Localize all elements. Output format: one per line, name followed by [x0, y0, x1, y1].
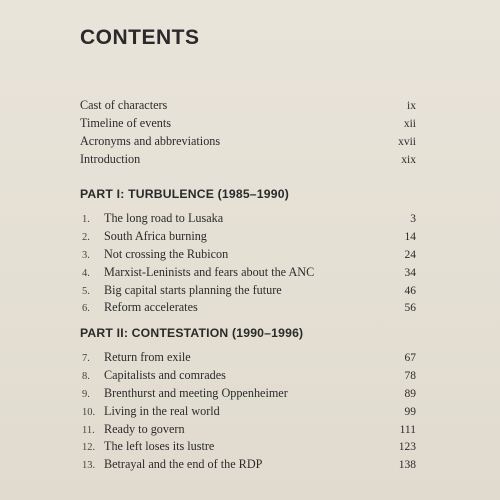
list-item — [82, 438, 416, 456]
entry-title: Cast of characters — [80, 98, 168, 112]
list-item — [80, 132, 416, 150]
chapter-number: 6. — [82, 303, 90, 315]
chapter-number: 10. — [82, 406, 96, 418]
chapter-title: The left loses its lustre — [104, 439, 215, 454]
list-item — [82, 367, 416, 385]
list-item — [82, 299, 416, 317]
entry-title: Acronyms and abbreviations — [80, 134, 221, 148]
part-heading: PART I: TURBULENCE (1985–1990) — [80, 187, 289, 201]
chapter-number: 7. — [82, 353, 90, 364]
chapter-page: 24 — [404, 248, 416, 261]
list-item — [82, 349, 416, 367]
list-item — [82, 264, 416, 282]
chapter-number: 8. — [82, 370, 90, 382]
entry-title: Timeline of events — [80, 116, 171, 130]
chapter-number: 2. — [82, 231, 90, 243]
chapter-number: 5. — [82, 285, 90, 297]
chapter-number: 4. — [82, 267, 90, 279]
chapter-title: Reform accelerates — [104, 300, 198, 315]
chapter-title: Capitalists and comrades — [104, 367, 226, 382]
part-heading: PART II: CONTESTATION (1990–1996) — [80, 326, 304, 340]
chapter-number: 1. — [82, 214, 90, 225]
chapter-page: 99 — [404, 405, 416, 418]
chapter-page: 67 — [404, 352, 416, 364]
chapter-number: 3. — [82, 249, 90, 261]
list-item — [82, 456, 416, 474]
chapter-title: Marxist-Leninists and fears about the ANC — [104, 264, 315, 279]
list-item — [82, 282, 416, 300]
chapter-page: 111 — [399, 423, 416, 436]
chapter-title: Not crossing the Rubicon — [104, 246, 229, 261]
chapter-page: 46 — [404, 284, 416, 297]
entry-page: xii — [403, 118, 416, 130]
chapter-title: Ready to govern — [104, 421, 185, 436]
chapter-title: Brenthurst and meeting Oppenheimer — [104, 385, 288, 400]
list-item — [82, 403, 416, 421]
list-item — [82, 246, 416, 264]
chapter-page: 89 — [404, 387, 416, 400]
list-item — [82, 228, 416, 246]
chapter-list — [82, 349, 416, 474]
list-item — [82, 385, 416, 403]
entry-page: xvii — [398, 136, 416, 148]
chapter-title: Betrayal and the end of the RDP — [104, 457, 263, 472]
chapter-page: 138 — [398, 459, 416, 472]
chapter-number: 13. — [82, 460, 96, 472]
list-item — [80, 150, 416, 168]
chapter-title: The long road to Lusaka — [104, 211, 224, 225]
chapter-page: 14 — [404, 230, 416, 243]
entry-page: xix — [401, 154, 416, 166]
front-matter-list — [80, 96, 416, 168]
chapter-title: Return from exile — [104, 350, 191, 364]
entry-title: Introduction — [80, 152, 141, 166]
list-item — [80, 96, 416, 114]
page-title: CONTENTS — [80, 26, 200, 49]
chapter-page: 123 — [398, 441, 416, 454]
list-item — [82, 210, 416, 228]
chapter-page: 56 — [404, 302, 416, 315]
chapter-title: South Africa burning — [104, 228, 207, 243]
chapter-page: 3 — [410, 213, 416, 225]
chapter-number: 9. — [82, 388, 90, 400]
chapter-title: Living in the real world — [104, 403, 220, 418]
chapter-page: 34 — [404, 266, 416, 279]
chapter-page: 78 — [404, 369, 416, 382]
chapter-number: 12. — [82, 442, 96, 454]
list-item — [82, 421, 416, 439]
chapter-list — [82, 210, 416, 317]
chapter-title: Big capital starts planning the future — [104, 282, 282, 297]
chapter-number: 11. — [82, 424, 95, 436]
list-item — [80, 114, 416, 132]
entry-page: ix — [407, 100, 416, 112]
